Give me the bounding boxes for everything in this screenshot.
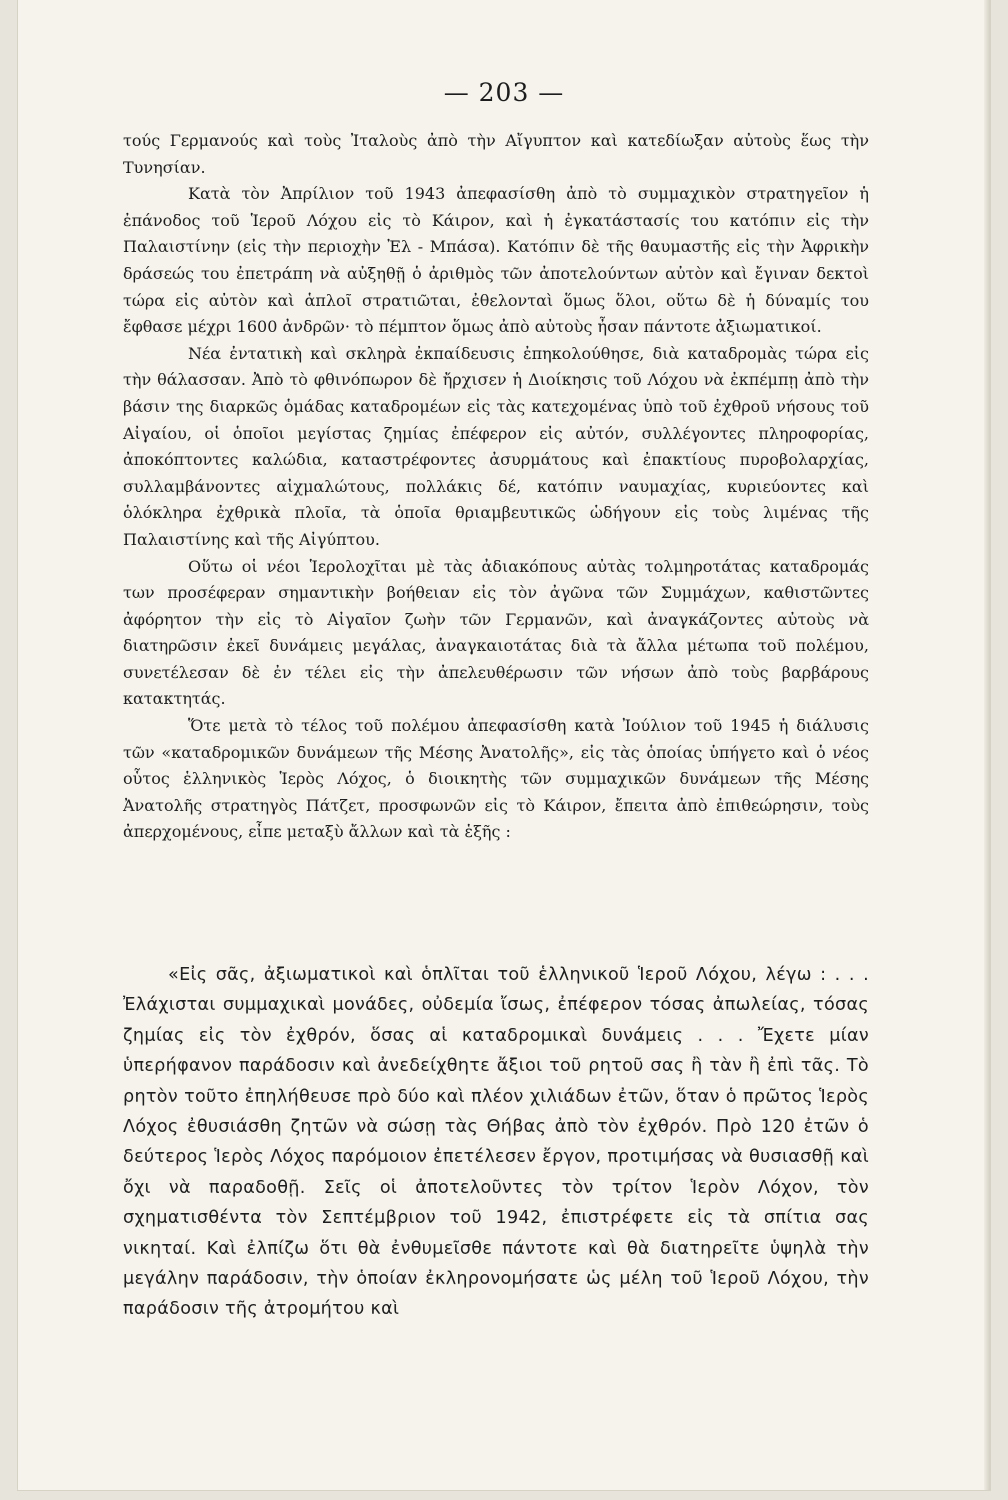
paragraph-2: Κατὰ τὸν Ἀπρίλιον τοῦ 1943 ἀπεφασίσθη ἀπὸ τὸ συμμαχικὸν στρατηγεῖον ἡ ἐπάνοδος τοῦ Ἱεροῦ Λόχου εἰς τὸ Κάιρον, καὶ ἡ ἐγκατάστασίς του κατόπιν εἰς τὴν Παλαιστίνην (εἰς τὴν περιοχὴν Ἐλ - Μπάσα). Κατόπιν δὲ τῆς θαυμαστῆς εἰς τὴν Ἀφρικὴν δράσεώς του ἐπετράπη νὰ αὐξηθῇ ὁ ἀριθμὸς τῶν ἀποτελούντων αὐτὸν καὶ ἔγιναν δεκτοὶ τώρα εἰς αὐτὸν καὶ ἁπλοῖ στρατιῶται, ἐθελονταὶ ὅμως ὅλοι, οὕτω δὲ ἡ δύναμίς του ἔφθασε μέχρι 1600 ἀνδρῶν· τὸ πέμπτον ὅμως ἀπὸ αὐτοὺς ἦσαν πάντοτε ἀξιωματικοί. xyxy=(123,184,869,337)
paragraph-5: Ὅτε μετὰ τὸ τέλος τοῦ πολέμου ἀπεφασίσθη κατὰ Ἰούλιον τοῦ 1945 ἡ διάλυσις τῶν «καταδρομικῶν δυνάμεων τῆς Μέσης Ἀνατολῆς», εἰς τὰς ὁποίας ὑπήγετο καὶ ὁ νέος οὗτος ἑλληνικὸς Ἱερὸς Λόχος, ὁ διοικητὴς τῶν συμμαχικῶν δυνάμεων τῆς Μέσης Ἀνατολῆς στρατηγὸς Πάτζετ, προσφωνῶν εἰς τὸ Κάιρον, ἔπειτα ἀπὸ ἐπιθεώρησιν, τοὺς ἀπερχομένους, εἶπε μεταξὺ ἄλλων καὶ τὰ ἑξῆς : xyxy=(123,716,869,842)
quotation-text xyxy=(123,960,869,1325)
page-number: — 203 — xyxy=(443,78,565,107)
page-edge xyxy=(984,0,990,1490)
paragraph-4: Οὕτω οἱ νέοι Ἱερολοχῖται μὲ τὰς ἀδιακόπους αὐτὰς τολμηροτάτας καταδρομάς των προσέφεραν σημαντικὴν βοήθειαν εἰς τὸν ἀγῶνα τῶν Συμμάχων, καθιστῶντες ἀφόρητον τὴν εἰς τὸ Αἰγαῖον ζωὴν τῶν Γερμανῶν, καὶ ἀναγκάζοντες αὐτοὺς νὰ διατηρῶσιν ἐκεῖ δυνάμεις μεγάλας, ἀναγκαιοτάτας διὰ τὰ ἄλλα μέτωπα τοῦ πολέμου, συνετέλεσαν δὲ ἐν τέλει εἰς τὴν ἀπελευθέρωσιν τῶν νήσων ἀπὸ τοὺς βαρβάρους κατακτητάς. xyxy=(123,556,869,709)
paragraph-3: Νέα ἐντατικὴ καὶ σκληρὰ ἐκπαίδευσις ἐπηκολούθησε, διὰ καταδρομὰς τώρα εἰς τὴν θάλασσαν. Ἀπὸ τὸ φθινόπωρον δὲ ἤρχισεν ἡ Διοίκησις τοῦ Λόχου νὰ ἐκπέμπῃ ἀπὸ τὴν βάσιν της διαρκῶς ὁμάδας καταδρομέων εἰς τὰς κατεχομένας ὑπὸ τοῦ ἐχθροῦ νήσους τοῦ Αἰγαίου, οἱ ὁποῖοι μεγίστας ζημίας ἐπέφερον εἰς αὐτόν, συλλέγοντες πληροφορίας, ἀποκόπτοντες καλώδια, καταστρέφοντες ἀσυρμάτους καὶ ἐπακτίους πυροβολαρχίας, συλλαμβάνοντες αἰχμαλώτους, πολλάκις δέ, κατόπιν ναυμαχίας, κυριεύοντες καὶ ὁλόκληρα ἐχθρικὰ πλοῖα, τὰ ὁποῖα θριαμβευτικῶς ὡδήγουν εἰς τοὺς λιμένας τῆς Παλαιστίνης καὶ τῆς Αἰγύπτου. xyxy=(123,343,869,549)
body-text xyxy=(123,128,869,846)
quotation-paragraph: «Εἰς σᾶς, ἀξιωματικοὶ καὶ ὁπλῖται τοῦ ἑλληνικοῦ Ἱεροῦ Λόχου, λέγω : . . . Ἐλάχισται συμμαχικαὶ μονάδες, οὐδεμία ἴσως, ἐπέφερον τόσας ἀπωλείας, τόσας ζημίας εἰς τὸν ἐχθρόν, ὅσας αἱ καταδρομικαὶ δυνάμεις . . . Ἔχετε μίαν ὑπερήφανον παράδοσιν καὶ ἀνεδείχθητε ἄξιοι τοῦ ρητοῦ σας ἢ τὰν ἢ ἐπὶ τᾶς. Τὸ ρητὸν τοῦτο ἐπηλήθευσε πρὸ δύο καὶ πλέον χιλιάδων ἐτῶν, ὅταν ὁ πρῶτος Ἱερὸς Λόχος ἐθυσιάσθη ζητῶν νὰ σώσῃ τὰς Θήβας ἀπὸ τὸν ἐχθρόν. Πρὸ 120 ἐτῶν ὁ δεύτερος Ἱερὸς Λόχος παρόμοιον ἐπετέλεσεν ἔργον, προτιμήσας νὰ θυσιασθῇ καὶ ὄχι νὰ παραδοθῇ. Σεῖς οἱ ἀποτελοῦντες τὸν τρίτον Ἱερὸν Λόχον, τὸν σχηματισθέντα τὸν Σεπτέμβριον τοῦ 1942, ἐπιστρέφετε εἰς τὰ σπίτια σας νικηταί. Καὶ ἐλπίζω ὅτι θὰ ἐνθυμεῖσθε πάντοτε καὶ θὰ διατηρεῖτε ὑψηλὰ τὴν μεγάλην παράδοσιν, τὴν ὁποίαν ἐκληρονομήσατε ὡς μέλη τοῦ Ἱεροῦ Λόχου, τὴν παράδοσιν τῆς ἀτρομήτου καὶ xyxy=(123,965,869,1320)
book-page xyxy=(18,0,990,1490)
paragraph-1: τούς Γερμανούς καὶ τοὺς Ἰταλοὺς ἀπὸ τὴν Αἴγυπτον καὶ κατεδίωξαν αὐτοὺς ἕως τὴν Τυνησίαν. xyxy=(123,131,869,177)
